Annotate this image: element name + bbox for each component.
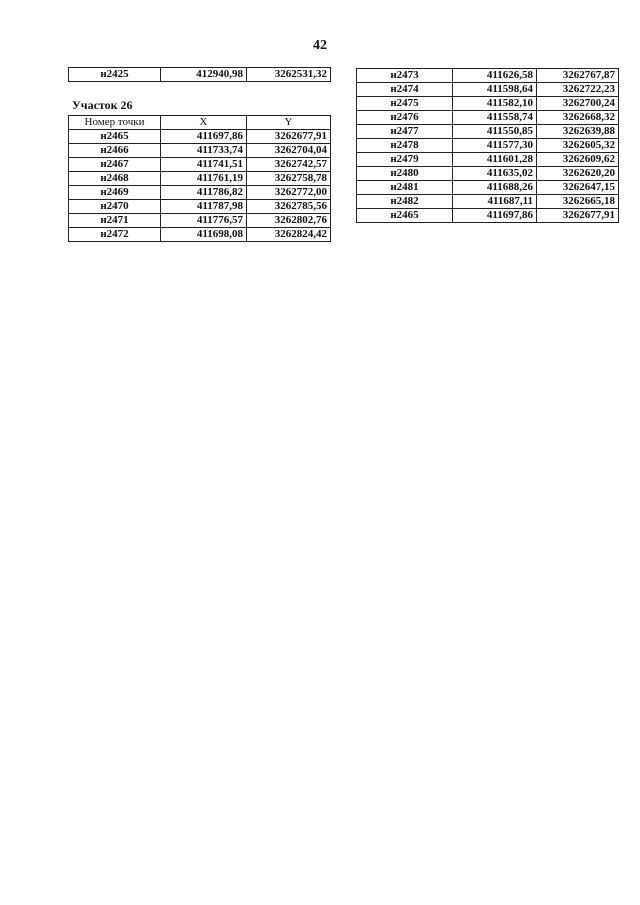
point-name-cell: н2476 [357, 111, 453, 125]
column-header-y: Y [247, 116, 331, 130]
y-coordinate-cell: 3262802,76 [247, 214, 331, 228]
y-coordinate-cell: 3262704,04 [247, 144, 331, 158]
table-row [357, 195, 619, 209]
y-coordinate-cell: 3262605,32 [537, 139, 619, 153]
table-row [357, 83, 619, 97]
table-body [69, 68, 331, 82]
x-coordinate-cell: 411577,30 [453, 139, 537, 153]
table-row [357, 111, 619, 125]
table-row [69, 200, 331, 214]
x-coordinate-cell: 411688,26 [453, 181, 537, 195]
table-row [357, 181, 619, 195]
point-name-cell: н2466 [69, 144, 161, 158]
column-header-point: Номер точки [69, 116, 161, 130]
table-row [69, 214, 331, 228]
y-coordinate-cell: 3262668,32 [537, 111, 619, 125]
table-row [357, 69, 619, 83]
table-row [357, 125, 619, 139]
point-name-cell: н2468 [69, 172, 161, 186]
x-coordinate-cell: 411635,02 [453, 167, 537, 181]
table-row [357, 209, 619, 223]
x-coordinate-cell: 411698,08 [161, 228, 247, 242]
y-coordinate-cell: 3262677,91 [247, 130, 331, 144]
y-coordinate-cell: 3262609,62 [537, 153, 619, 167]
y-coordinate-cell: 3262767,87 [537, 69, 619, 83]
x-coordinate-cell: 411687,11 [453, 195, 537, 209]
point-name-cell: н2475 [357, 97, 453, 111]
coordinates-table-right [356, 68, 619, 223]
x-coordinate-cell: 411601,28 [453, 153, 537, 167]
table-row [69, 158, 331, 172]
table-row [357, 97, 619, 111]
point-name-cell: н2469 [69, 186, 161, 200]
section-title: Участок 26 [72, 98, 133, 112]
y-coordinate-cell: 3262647,15 [537, 181, 619, 195]
y-coordinate-cell: 3262758,78 [247, 172, 331, 186]
x-coordinate-cell: 411787,98 [161, 200, 247, 214]
y-coordinate-cell: 3262639,88 [537, 125, 619, 139]
x-coordinate-cell: 411550,85 [453, 125, 537, 139]
table-row [69, 172, 331, 186]
continuation-table [68, 67, 331, 82]
y-coordinate-cell: 3262665,18 [537, 195, 619, 209]
point-name-cell: н2465 [357, 209, 453, 223]
point-name-cell: н2473 [357, 69, 453, 83]
column-header-x: X [161, 116, 247, 130]
table-row [69, 130, 331, 144]
point-name-cell: н2481 [357, 181, 453, 195]
table-body [357, 69, 619, 223]
point-name-cell: н2471 [69, 214, 161, 228]
point-name-cell: н2477 [357, 125, 453, 139]
table-body [69, 130, 331, 242]
table-row [357, 167, 619, 181]
x-coordinate-cell: 411558,74 [453, 111, 537, 125]
point-name-cell: н2472 [69, 228, 161, 242]
x-coordinate-cell: 411598,64 [453, 83, 537, 97]
x-coordinate-cell: 411776,57 [161, 214, 247, 228]
point-name-cell: н2470 [69, 200, 161, 214]
point-name-cell: н2478 [357, 139, 453, 153]
x-coordinate-cell: 411582,10 [453, 97, 537, 111]
y-coordinate-cell: 3262677,91 [537, 209, 619, 223]
table-row [69, 228, 331, 242]
y-coordinate-cell: 3262722,23 [537, 83, 619, 97]
y-coordinate-cell: 3262531,32 [247, 68, 331, 82]
x-coordinate-cell: 411697,86 [453, 209, 537, 223]
x-coordinate-cell: 411733,74 [161, 144, 247, 158]
x-coordinate-cell: 411626,58 [453, 69, 537, 83]
page-number: 42 [313, 38, 327, 53]
point-name-cell: н2467 [69, 158, 161, 172]
point-name-cell: н2474 [357, 83, 453, 97]
point-name-cell: н2482 [357, 195, 453, 209]
y-coordinate-cell: 3262700,24 [537, 97, 619, 111]
table-header-row [69, 116, 331, 130]
x-coordinate-cell: 411761,19 [161, 172, 247, 186]
table-row [69, 144, 331, 158]
x-coordinate-cell: 412940,98 [161, 68, 247, 82]
table-row [69, 186, 331, 200]
y-coordinate-cell: 3262620,20 [537, 167, 619, 181]
table-row [357, 139, 619, 153]
table-row [69, 68, 331, 82]
point-name-cell: н2465 [69, 130, 161, 144]
y-coordinate-cell: 3262742,57 [247, 158, 331, 172]
coordinates-table-left [68, 115, 331, 242]
point-name-cell: н2425 [69, 68, 161, 82]
y-coordinate-cell: 3262772,00 [247, 186, 331, 200]
x-coordinate-cell: 411786,82 [161, 186, 247, 200]
y-coordinate-cell: 3262824,42 [247, 228, 331, 242]
y-coordinate-cell: 3262785,56 [247, 200, 331, 214]
x-coordinate-cell: 411741,51 [161, 158, 247, 172]
x-coordinate-cell: 411697,86 [161, 130, 247, 144]
table-row [357, 153, 619, 167]
point-name-cell: н2479 [357, 153, 453, 167]
point-name-cell: н2480 [357, 167, 453, 181]
